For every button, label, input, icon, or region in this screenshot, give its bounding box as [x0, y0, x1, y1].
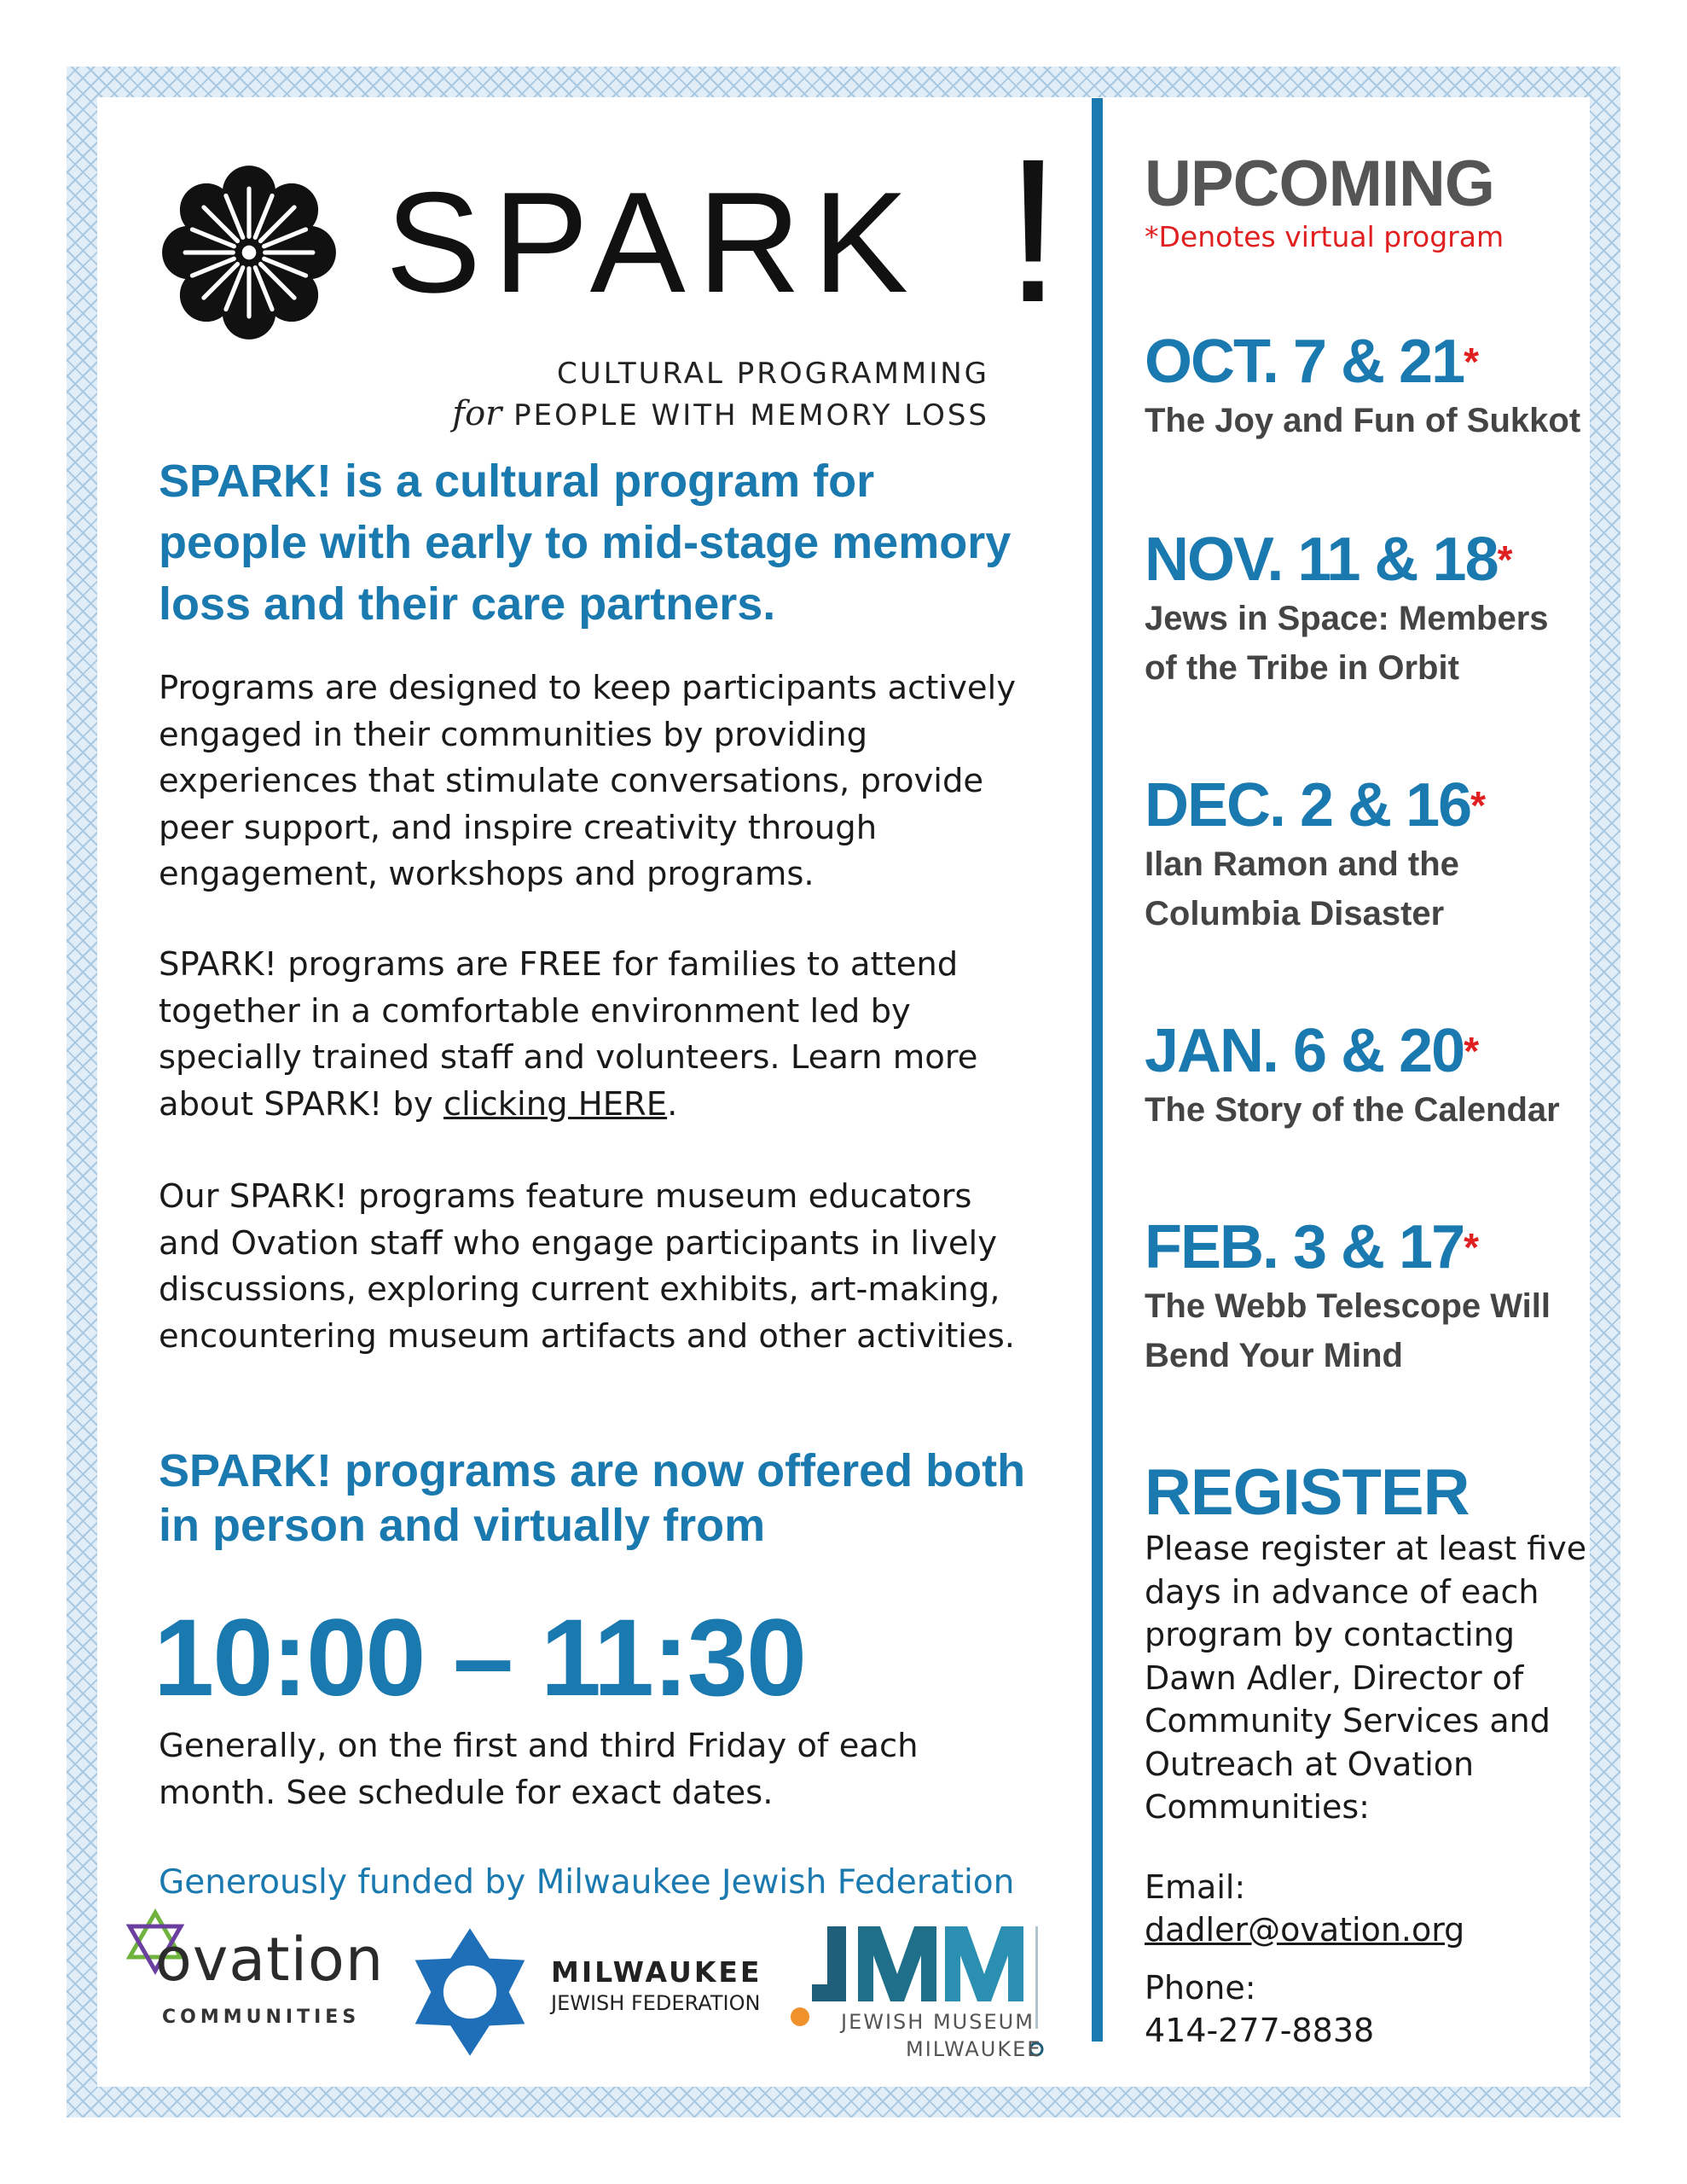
- upcoming-heading: UPCOMING: [1145, 148, 1494, 220]
- program-time: 10:00 – 11:30: [154, 1597, 805, 1719]
- spark-burst-icon: [160, 164, 338, 341]
- logo-tagline-line1: CULTURAL PROGRAMMING: [556, 357, 989, 391]
- intro-heading: SPARK! is a cultural program for people with early to mid-stage memory loss and their care partners.: [159, 456, 1012, 630]
- event-oct: [1145, 328, 1588, 445]
- phone-label: Phone:: [1145, 1969, 1256, 2007]
- event-date-text: OCT. 7 & 21: [1145, 328, 1464, 396]
- phone-number: 414-277-8838: [1145, 2012, 1375, 2049]
- column-divider: [1092, 98, 1103, 2042]
- ovation-subtitle: COMMUNITIES: [162, 2007, 361, 2028]
- paragraph-free: [159, 942, 1037, 1128]
- event-date: [1145, 526, 1588, 594]
- event-title: The Story of the Calendar: [1145, 1091, 1560, 1129]
- event-title: The Webb Telescope Will Bend Your Mind: [1145, 1287, 1551, 1374]
- logo-tagline-line2: [426, 394, 989, 433]
- register-instructions: Please register at least five days in advance of each program by contacting Dawn Adler, Director of Community Services and Outreach at Ovation Communities:: [1145, 1530, 1587, 1826]
- event-date-text: JAN. 6 & 20: [1145, 1017, 1464, 1085]
- event-jan: [1145, 1017, 1588, 1135]
- virtual-note: *Denotes virtual program: [1145, 220, 1504, 253]
- jewish-museum-city: MILWAUKEE: [906, 2037, 1042, 2061]
- tagline-people: PEOPLE WITH MEMORY LOSS: [513, 398, 989, 433]
- event-date-text: NOV. 11 & 18: [1145, 526, 1498, 594]
- paragraph-educators: Our SPARK! programs feature museum educators and Ovation staff who engage participants in lively discussions, exploring current exhibits, art-making, encountering museum artifacts and other activities.: [159, 1177, 1015, 1356]
- spark-exclamation: !: [1005, 116, 1062, 345]
- spark-wordmark: SPARK: [386, 162, 921, 322]
- virtual-star: *: [1464, 1029, 1480, 1073]
- virtual-star: *: [1470, 783, 1487, 828]
- federation-star-icon: [399, 1921, 541, 2063]
- event-date: [1145, 1213, 1588, 1281]
- jewish-museum-name: JEWISH MUSEUM: [841, 2010, 1035, 2034]
- ovation-wordmark: ovation: [155, 1925, 385, 1995]
- event-date: [1145, 328, 1588, 396]
- event-title: The Joy and Fun of Sukkot: [1145, 402, 1581, 439]
- offer-heading: SPARK! programs are now offered both in person and virtually from: [159, 1445, 1026, 1551]
- event-nov: [1145, 526, 1588, 693]
- email-link[interactable]: dadler@ovation.org: [1145, 1911, 1465, 1949]
- email-label: Email:: [1145, 1868, 1246, 1906]
- event-date: [1145, 771, 1588, 839]
- learn-more-link[interactable]: clicking HERE: [443, 1084, 668, 1124]
- paragraph-free-text: SPARK! programs are FREE for families to attend together in a comfortable environment led by specially trained staff and volunteers. Learn more about SPARK! by: [159, 945, 978, 1124]
- event-title: Ilan Ramon and the Columbia Disaster: [1145, 845, 1459, 932]
- event-feb: [1145, 1213, 1588, 1380]
- paragraph-free-end: .: [667, 1084, 678, 1124]
- event-date-text: FEB. 3 & 17: [1145, 1213, 1464, 1281]
- funded-by: Generously funded by Milwaukee Jewish Federation: [159, 1863, 1015, 1902]
- event-dec: [1145, 771, 1588, 938]
- event-title: Jews in Space: Members of the Tribe in Orbit: [1145, 600, 1549, 687]
- schedule-note: Generally, on the first and third Friday of each month. See schedule for exact dates.: [159, 1727, 919, 1812]
- tagline-for: for: [452, 394, 502, 433]
- federation-name: MILWAUKEE: [551, 1955, 762, 1989]
- virtual-star: *: [1497, 537, 1513, 582]
- virtual-star: *: [1464, 1225, 1480, 1269]
- event-date: [1145, 1017, 1588, 1085]
- federation-subtitle: JEWISH FEDERATION: [551, 1991, 761, 2015]
- register-heading: REGISTER: [1145, 1456, 1470, 1529]
- event-date-text: DEC. 2 & 16: [1145, 771, 1471, 839]
- virtual-star: *: [1464, 340, 1480, 384]
- paragraph-programs: Programs are designed to keep participants actively engaged in their communities by providing experiences that stimulate conversations, provide peer support, and inspire creativity through engagement, workshops and programs.: [159, 669, 1017, 893]
